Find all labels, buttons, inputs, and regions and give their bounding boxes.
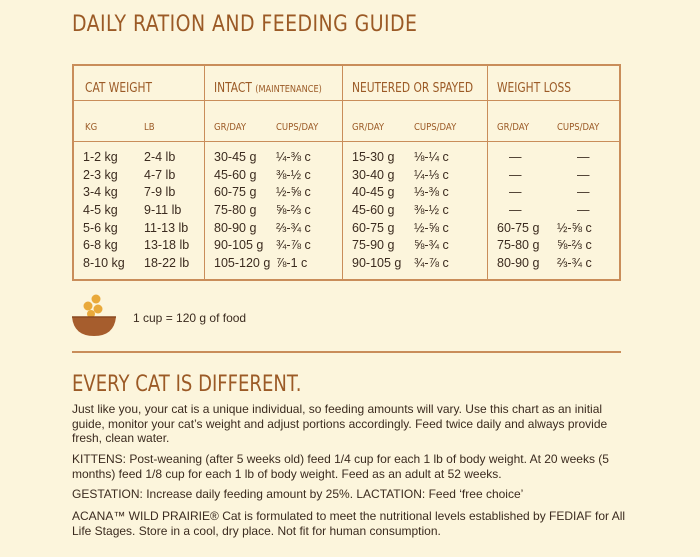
cell-neutered-cups: ⅝-¾ c [414,238,449,253]
cell-loss-gr: — [509,150,522,164]
cell-intact-gr: 75-80 g [214,203,257,218]
cell-intact-gr: 45-60 g [214,167,257,182]
subheader-intact-gr: GR/DAY [214,122,247,133]
cup-conversion-note: 1 cup = 120 g of food [133,311,247,325]
cell-intact-cups: ⅜-½ c [276,167,311,182]
subheader-lb: LB [144,122,155,133]
table-row [74,221,619,239]
subheader-divider [74,141,619,142]
cell-lb: 11-13 lb [144,220,189,235]
cell-intact-cups: ⅔-¾ c [276,220,311,235]
cell-intact-gr: 60-75 g [214,185,257,200]
header-neutered: NEUTERED OR SPAYED [352,81,474,96]
cell-loss-gr: — [509,185,522,200]
subheader-loss-cups: CUPS/DAY [557,122,600,133]
cell-neutered-cups: ⅛-¼ c [414,150,449,164]
header-weight-loss: WEIGHT LOSS [497,81,572,96]
header-intact [214,81,322,96]
cell-lb: 2-4 lb [144,150,176,164]
table-row [74,185,619,203]
food-bowl-icon [70,292,118,338]
subheader-intact-cups: CUPS/DAY [276,122,319,133]
cell-lb: 18-22 lb [144,256,190,271]
kittens-paragraph: KITTENS: Post-weaning (after 5 weeks old) feed 1/4 cup for each 1 lb of body weight. At 20 weeks (5 months) feed 1/8 cup for each 1 lb of body weight. Feed as an adult at 52 weeks. [72,452,609,481]
cell-loss-gr: — [509,203,522,218]
header-divider [74,100,619,101]
cell-kg: 8-10 kg [83,256,125,271]
cell-neutered-cups: ¾-⅞ c [414,256,449,271]
table-row [74,203,619,221]
subheader-kg: KG [85,122,98,133]
cell-loss-cups: — [577,167,590,182]
cell-neutered-gr: 60-75 g [352,220,395,235]
cell-lb: 7-9 lb [144,185,176,200]
cell-intact-cups: ½-⅝ c [276,185,311,200]
cell-neutered-cups: ¼-⅓ c [414,167,449,182]
page-title: DAILY RATION AND FEEDING GUIDE [72,12,418,37]
table-row [74,256,619,274]
cell-loss-gr: 75-80 g [497,238,540,253]
cell-kg: 6-8 kg [83,238,118,253]
cell-kg: 5-6 kg [83,220,118,235]
header-cat-weight: CAT WEIGHT [85,81,153,96]
cell-loss-gr: 60-75 g [497,220,540,235]
cell-loss-gr: 80-90 g [497,256,540,271]
cell-neutered-gr: 40-45 g [352,185,395,200]
cell-kg: 4-5 kg [83,203,118,218]
table-row [74,150,619,168]
cell-neutered-cups: ⅜-½ c [414,203,449,218]
cell-loss-cups: ½-⅝ c [557,220,592,235]
cell-kg: 2-3 kg [83,167,118,182]
cell-lb: 13-18 lb [144,238,190,253]
table-row [74,168,619,186]
section-divider [72,351,621,353]
cell-intact-gr: 80-90 g [214,220,257,235]
cell-intact-cups: ⅞-1 c [276,256,308,271]
cell-loss-cups: — [577,185,590,200]
subheader-loss-gr: GR/DAY [497,122,530,133]
cell-loss-cups: ⅝-⅔ c [557,238,592,253]
feeding-table [72,64,621,281]
cell-loss-cups: — [577,203,590,218]
cell-loss-cups: ⅔-¾ c [557,256,592,271]
cell-lb: 4-7 lb [144,167,176,182]
cell-intact-cups: ¼-⅜ c [276,150,311,164]
header-intact-label: INTACT [214,81,252,96]
cell-intact-gr: 90-105 g [214,238,264,253]
cell-neutered-cups: ⅓-⅜ c [414,185,449,200]
cell-loss-gr: — [509,167,522,182]
formulation-paragraph: ACANA™ WILD PRAIRIE® Cat is formulated to meet the nutritional levels established by FEDIAF for All Life Stages. Store in a cool, dry place. Not fit for human consumption. [72,509,626,538]
cell-intact-gr: 105-120 g [214,256,271,271]
section-heading: EVERY CAT IS DIFFERENT. [72,372,302,397]
cell-neutered-cups: ½-⅝ c [414,220,449,235]
gestation-paragraph: GESTATION: Increase daily feeding amount by 25%. LACTATION: Feed ‘free choice’ [72,487,524,501]
cell-neutered-gr: 45-60 g [352,203,395,218]
cell-kg: 1-2 kg [83,150,118,164]
table-body [74,150,619,274]
cell-neutered-gr: 75-90 g [352,238,395,253]
cell-loss-cups: — [577,150,590,164]
subheader-neutered-cups: CUPS/DAY [414,122,457,133]
cell-intact-cups: ¾-⅞ c [276,238,311,253]
intro-paragraph: Just like you, your cat is a unique individual, so feeding amounts will vary. Use this chart as an initial guide, monitor your cat’s weight and adjust portions accordingly. Feed twice daily and always provide fresh, clean water. [72,402,608,445]
header-intact-note: (MAINTENANCE) [255,84,322,95]
cell-neutered-gr: 15-30 g [352,150,395,164]
cell-neutered-gr: 30-40 g [352,167,395,182]
table-row [74,238,619,256]
subheader-neutered-gr: GR/DAY [352,122,385,133]
cell-intact-gr: 30-45 g [214,150,257,164]
cell-intact-cups: ⅝-⅔ c [276,203,311,218]
cell-neutered-gr: 90-105 g [352,256,402,271]
cell-lb: 9-11 lb [144,203,182,218]
cell-kg: 3-4 kg [83,185,118,200]
